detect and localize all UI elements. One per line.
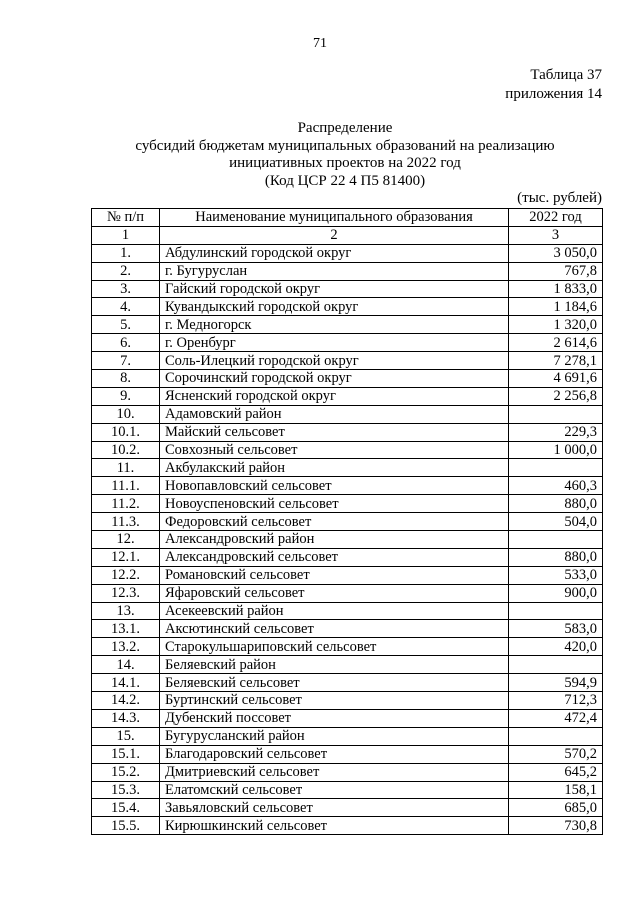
row-name: Старокульшариповский сельсовет bbox=[160, 638, 509, 656]
row-number: 12.2. bbox=[92, 566, 160, 584]
row-value: 229,3 bbox=[509, 423, 603, 441]
row-number: 15.3. bbox=[92, 781, 160, 799]
table-row bbox=[92, 602, 603, 620]
row-value: 570,2 bbox=[509, 745, 603, 763]
row-value: 880,0 bbox=[509, 495, 603, 513]
row-number: 8. bbox=[92, 370, 160, 388]
row-name: Яфаровский сельсовет bbox=[160, 584, 509, 602]
table-row bbox=[92, 316, 603, 334]
row-value: 420,0 bbox=[509, 638, 603, 656]
table-row bbox=[92, 244, 603, 262]
row-number: 5. bbox=[92, 316, 160, 334]
row-name: Ясненский городской округ bbox=[160, 387, 509, 405]
row-number: 14.2. bbox=[92, 692, 160, 710]
row-name: Аксютинский сельсовет bbox=[160, 620, 509, 638]
table-row bbox=[92, 387, 603, 405]
table-row bbox=[92, 584, 603, 602]
row-value: 594,9 bbox=[509, 674, 603, 692]
table-row bbox=[92, 709, 603, 727]
row-name: Александровский сельсовет bbox=[160, 548, 509, 566]
table-row bbox=[92, 477, 603, 495]
row-number: 10. bbox=[92, 405, 160, 423]
row-value: 7 278,1 bbox=[509, 352, 603, 370]
row-name: Акбулакский район bbox=[160, 459, 509, 477]
row-name: Буртинский сельсовет bbox=[160, 692, 509, 710]
column-index: 3 bbox=[509, 226, 603, 244]
table-row bbox=[92, 548, 603, 566]
table-header-row bbox=[92, 209, 603, 227]
row-value: 1 000,0 bbox=[509, 441, 603, 459]
row-name: Беляевский сельсовет bbox=[160, 674, 509, 692]
row-value: 712,3 bbox=[509, 692, 603, 710]
table-body bbox=[92, 226, 603, 834]
row-value: 4 691,6 bbox=[509, 370, 603, 388]
row-name: Гайский городской округ bbox=[160, 280, 509, 298]
row-value: 533,0 bbox=[509, 566, 603, 584]
row-name: Завьяловский сельсовет bbox=[160, 799, 509, 817]
table-row bbox=[92, 674, 603, 692]
row-value: 2 614,6 bbox=[509, 334, 603, 352]
row-number: 14. bbox=[92, 656, 160, 674]
row-number: 7. bbox=[92, 352, 160, 370]
row-number: 12. bbox=[92, 531, 160, 549]
row-value: 472,4 bbox=[509, 709, 603, 727]
table-row bbox=[92, 727, 603, 745]
page-number: 71 bbox=[313, 36, 327, 51]
table-row bbox=[92, 566, 603, 584]
table-row bbox=[92, 763, 603, 781]
row-value: 645,2 bbox=[509, 763, 603, 781]
row-name: Дубенский поссовет bbox=[160, 709, 509, 727]
table-row bbox=[92, 352, 603, 370]
table-row bbox=[92, 745, 603, 763]
row-name: Адамовский район bbox=[160, 405, 509, 423]
row-name: Бугурусланский район bbox=[160, 727, 509, 745]
row-name: Александровский район bbox=[160, 531, 509, 549]
table-row bbox=[92, 656, 603, 674]
row-number: 15.4. bbox=[92, 799, 160, 817]
table-row bbox=[92, 531, 603, 549]
row-name: Дмитриевский сельсовет bbox=[160, 763, 509, 781]
row-number: 1. bbox=[92, 244, 160, 262]
row-name: г. Медногорск bbox=[160, 316, 509, 334]
row-value: 1 320,0 bbox=[509, 316, 603, 334]
row-name: г. Оренбург bbox=[160, 334, 509, 352]
row-number: 12.3. bbox=[92, 584, 160, 602]
row-value: 730,8 bbox=[509, 817, 603, 835]
table-row bbox=[92, 620, 603, 638]
row-name: Асекеевский район bbox=[160, 602, 509, 620]
table-row bbox=[92, 513, 603, 531]
row-name: Абдулинский городской округ bbox=[160, 244, 509, 262]
row-value: 460,3 bbox=[509, 477, 603, 495]
row-number: 11. bbox=[92, 459, 160, 477]
row-value: 685,0 bbox=[509, 799, 603, 817]
table-row bbox=[92, 334, 603, 352]
table-row bbox=[92, 298, 603, 316]
row-value bbox=[509, 405, 603, 423]
row-number: 15. bbox=[92, 727, 160, 745]
document-title bbox=[0, 120, 640, 190]
header-number: № п/п bbox=[92, 209, 160, 227]
row-number: 10.2. bbox=[92, 441, 160, 459]
table-row bbox=[92, 441, 603, 459]
title-line: (Код ЦСР 22 4 П5 81400) bbox=[264, 172, 426, 189]
row-number: 10.1. bbox=[92, 423, 160, 441]
row-value: 583,0 bbox=[509, 620, 603, 638]
row-value bbox=[509, 531, 603, 549]
row-number: 2. bbox=[92, 262, 160, 280]
row-value bbox=[509, 727, 603, 745]
row-value: 158,1 bbox=[509, 781, 603, 799]
row-number: 6. bbox=[92, 334, 160, 352]
table-row bbox=[92, 692, 603, 710]
row-value: 3 050,0 bbox=[509, 244, 603, 262]
title-line: субсидий бюджетам муниципальных образований на реализацию bbox=[135, 137, 555, 154]
row-number: 15.2. bbox=[92, 763, 160, 781]
row-number: 11.1. bbox=[92, 477, 160, 495]
table-row bbox=[92, 495, 603, 513]
row-value: 504,0 bbox=[509, 513, 603, 531]
row-name: Новопавловский сельсовет bbox=[160, 477, 509, 495]
row-name: Кирюшкинский сельсовет bbox=[160, 817, 509, 835]
subsidy-table bbox=[91, 208, 603, 835]
column-index: 2 bbox=[160, 226, 509, 244]
row-value: 900,0 bbox=[509, 584, 603, 602]
row-name: Федоровский сельсовет bbox=[160, 513, 509, 531]
column-index: 1 bbox=[92, 226, 160, 244]
row-name: Беляевский район bbox=[160, 656, 509, 674]
table-reference-line: Таблица 37 bbox=[530, 67, 602, 83]
row-number: 3. bbox=[92, 280, 160, 298]
row-number: 11.3. bbox=[92, 513, 160, 531]
row-name: Новоуспеновский сельсовет bbox=[160, 495, 509, 513]
table-row bbox=[92, 638, 603, 656]
row-name: Соль-Илецкий городской округ bbox=[160, 352, 509, 370]
row-value bbox=[509, 602, 603, 620]
row-value: 880,0 bbox=[509, 548, 603, 566]
row-name: г. Бугуруслан bbox=[160, 262, 509, 280]
row-value bbox=[509, 459, 603, 477]
row-value: 767,8 bbox=[509, 262, 603, 280]
row-name: Елатомский сельсовет bbox=[160, 781, 509, 799]
row-value: 1 184,6 bbox=[509, 298, 603, 316]
units-label: (тыс. рублей) bbox=[517, 190, 602, 206]
row-number: 4. bbox=[92, 298, 160, 316]
row-number: 14.1. bbox=[92, 674, 160, 692]
row-number: 13.2. bbox=[92, 638, 160, 656]
row-number: 13. bbox=[92, 602, 160, 620]
table-row bbox=[92, 459, 603, 477]
row-number: 15.1. bbox=[92, 745, 160, 763]
table-row bbox=[92, 817, 603, 835]
title-line: инициативных проектов на 2022 год bbox=[229, 155, 461, 171]
table-row bbox=[92, 280, 603, 298]
row-name: Благодаровский сельсовет bbox=[160, 745, 509, 763]
table-row bbox=[92, 799, 603, 817]
table-row bbox=[92, 423, 603, 441]
table-row bbox=[92, 262, 603, 280]
table-row bbox=[92, 405, 603, 423]
row-name: Майский сельсовет bbox=[160, 423, 509, 441]
row-number: 15.5. bbox=[92, 817, 160, 835]
column-index-row bbox=[92, 226, 603, 244]
header-year: 2022 год bbox=[509, 209, 603, 227]
row-value: 2 256,8 bbox=[509, 387, 603, 405]
title-line: Распределение bbox=[297, 120, 393, 136]
appendix-reference-line: приложения 14 bbox=[505, 86, 602, 102]
row-name: Совхозный сельсовет bbox=[160, 441, 509, 459]
row-number: 13.1. bbox=[92, 620, 160, 638]
table-row bbox=[92, 781, 603, 799]
row-number: 11.2. bbox=[92, 495, 160, 513]
row-value: 1 833,0 bbox=[509, 280, 603, 298]
row-number: 12.1. bbox=[92, 548, 160, 566]
table-reference bbox=[505, 66, 602, 104]
row-name: Романовский сельсовет bbox=[160, 566, 509, 584]
table-row bbox=[92, 370, 603, 388]
header-name: Наименование муниципального образования bbox=[160, 209, 509, 227]
row-value bbox=[509, 656, 603, 674]
row-number: 14.3. bbox=[92, 709, 160, 727]
row-number: 9. bbox=[92, 387, 160, 405]
row-name: Сорочинский городской округ bbox=[160, 370, 509, 388]
row-name: Кувандыкский городской округ bbox=[160, 298, 509, 316]
